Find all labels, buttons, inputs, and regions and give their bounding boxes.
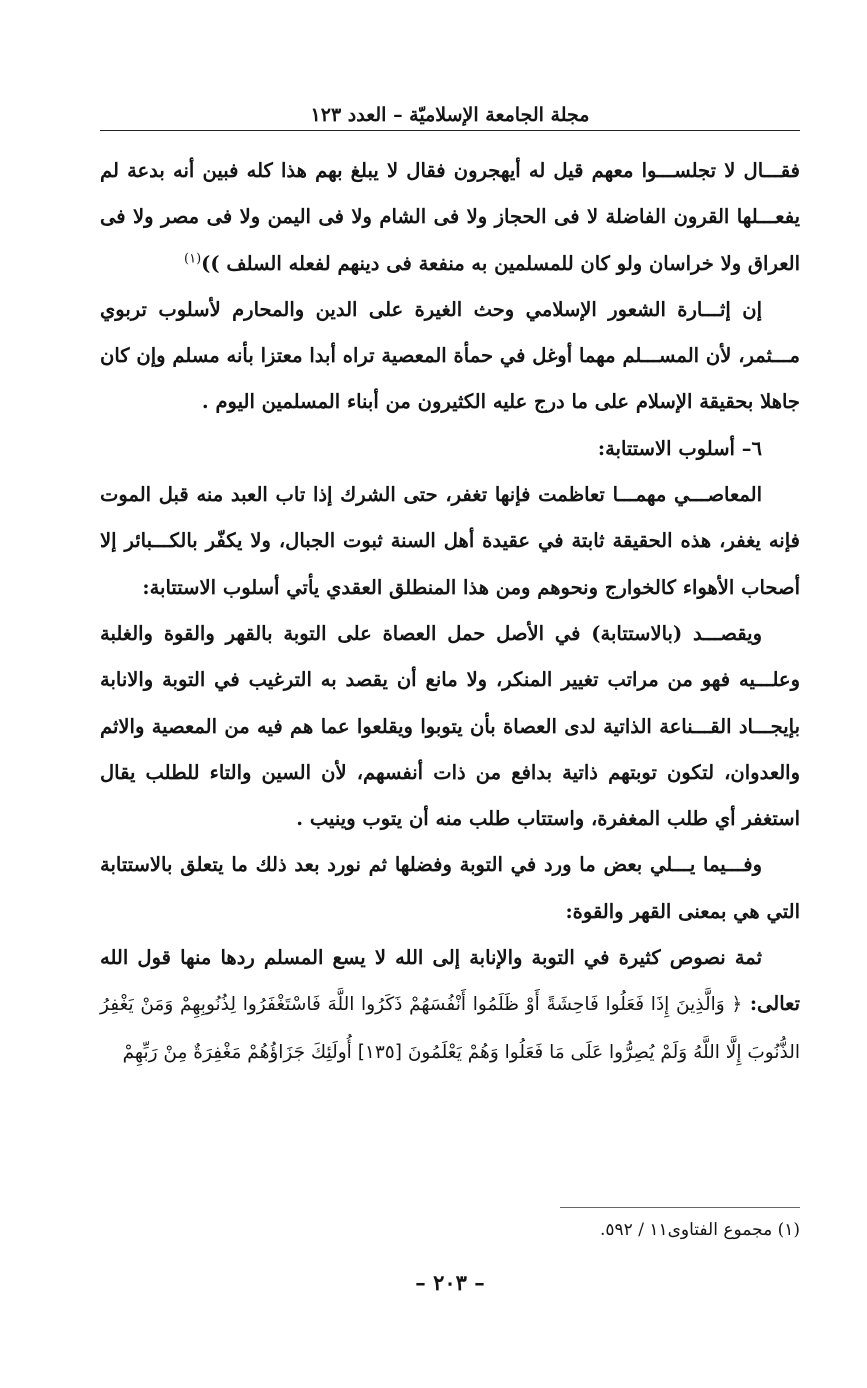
paragraph-what-follows: وفـــيما يـــلي بعض ما ورد في التوبة وفضلها ثم نورد بعد ذلك ما يتعلق بالاستتابة التي هي بمعنى القهر والقوة: [100, 853, 800, 923]
quran-verse: ﴿ وَالَّذِينَ إِذَا فَعَلُوا فَاحِشَةً أَوْ ظَلَمُوا أَنْفُسَهُمْ ذَكَرُوا اللَّهَ فَاسْتَغْفَرُوا لِذُنُوبِهِمْ وَمَنْ يَغْفِرُ الذُّنُوبَ إِلَّا اللَّهُ وَلَمْ يُصِرُّوا عَلَى مَا فَعَلُوا وَهُمْ يَعْلَمُونَ [١٣٥] أُولَئِكَ جَزَاؤُهُمْ مَغْفِرَةٌ مِنْ رَبِّهِمْ [100, 994, 800, 1063]
header-divider [100, 130, 800, 131]
paragraph-text: فقـــال لا تجلســـوا معهم قيل له أيهجرون فقال لا يبلغ بهم هذا كله فبين أنه بدعة لم يفعـــلها القرون الفاضلة لا فى الحجاز ولا فى الشام ولا فى اليمن ولا فى مصر ولا فى العراق ولا خراسان ولو كان للمسلمين به منفعة فى دينهم لفعله السلف )) [100, 159, 800, 275]
footnote-reference: (١) [184, 251, 202, 267]
paragraph-sins-forgiven: المعاصـــي مهمـــا تعاظمت فإنها تغفر، حتى الشرك إذا تاب العبد منه قبل الموت فإنه يغفر، هذه الحقيقة ثابتة في عقيدة أهل السنة ثبوت الجبال، ولا يكفّر بالكـــبائر إلا أصحاب الأهواء كالخوارج ونحوهم ومن هذا المنطلق العقدي يأتي أسلوب الاستتابة: [100, 483, 800, 599]
main-text [100, 148, 800, 1063]
running-header: مجلة الجامعة الإسلاميّة – العدد ١٢٣ [310, 104, 590, 126]
page-number: – ٢٠٣ – [415, 1270, 485, 1295]
paragraph-islamic-sentiment: إن إثـــارة الشعور الإسلامي وحث الغيرة على الدين والمحارم لأسلوب تربوي مـــثمر، لأن المســـلم مهما أوغل في حمأة المعصية تراه أبدا معتزا بأنه مسلم وإن كان جاهلا بحقيقة الإسلام على ما درج عليه الكثيرون من أبناء المسلمين اليوم . [100, 297, 800, 414]
paragraph-text: ثمة نصوص كثيرة في التوبة والإنابة إلى الله لا يسع المسلم ردها منها قول الله تعالى: [100, 946, 800, 1016]
footnote: (١) مجموع الفتاوى١١ / ٥٩٢. [599, 1220, 800, 1240]
section-heading: ٦– أسلوب الاستتابة: [597, 436, 762, 460]
footnote-divider [560, 1207, 800, 1208]
paragraph-quran-texts [100, 935, 800, 1076]
paragraph-quote-continuation [100, 148, 800, 287]
paragraph-istitaba-definition: ويقصـــد (بالاستتابة) في الأصل حمل العصاة على التوبة بالقهر والقوة والغلبة وعلـــيه فهو من مراتب تغيير المنكر، ولا مانع أن يقصد به الترغيب في التوبة والانابة بإيجـــاد القـــناعة الذاتية لدى العصاة بأن يتوبوا ويقلعوا عما هم فيه من المعصية والاثم والعدوان، لتكون توبتهم ذاتية بدافع من ذات أنفسهم، لأن السين والتاء للطلب يقال استغفر أي طلب المغفرة، واستتاب طلب منه أن يتوب وينيب . [100, 621, 800, 831]
